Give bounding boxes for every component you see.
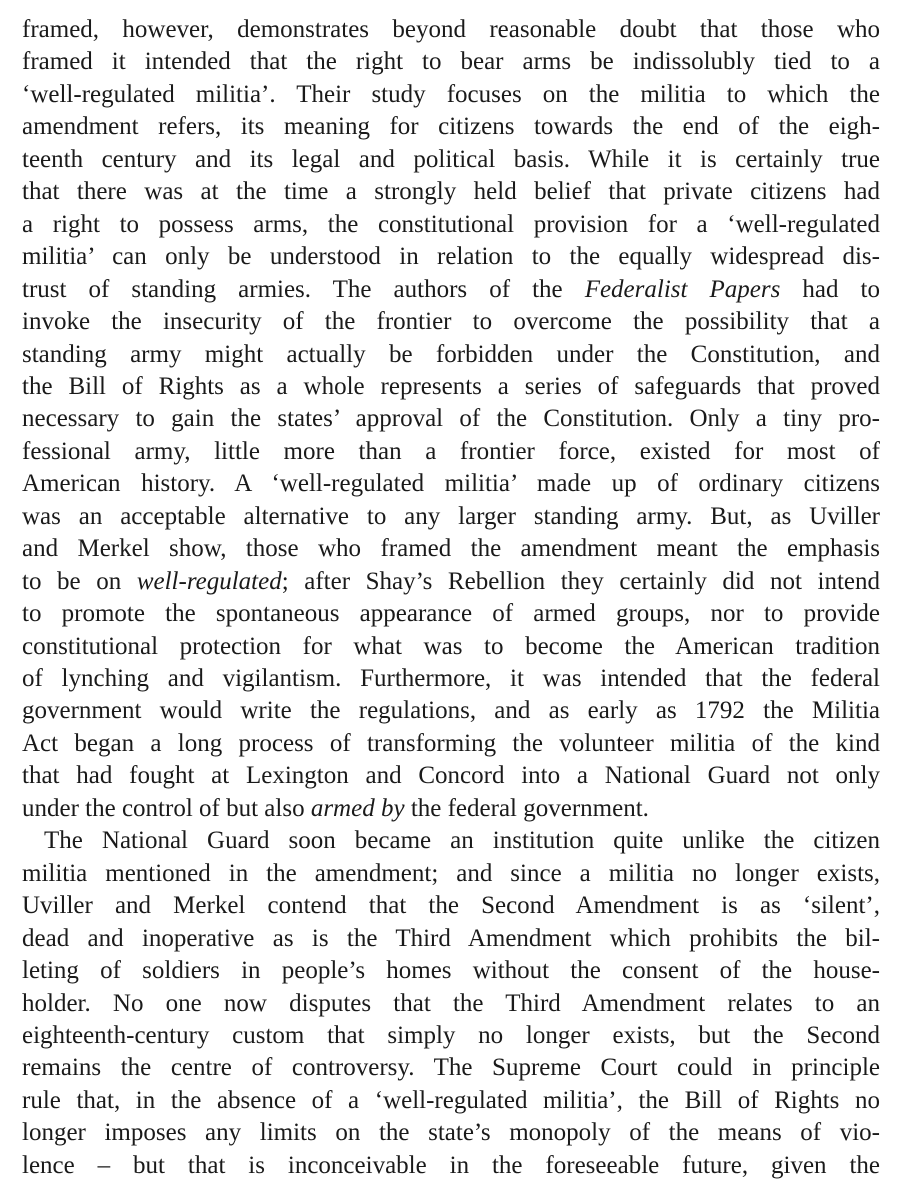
text-run: dead and inoperative as is the Third Amendment which prohibits the bil-	[22, 924, 880, 952]
text-line	[22, 339, 880, 371]
text-line	[22, 858, 880, 890]
text-line	[22, 760, 880, 792]
text-line	[22, 209, 880, 241]
text-run: longer imposes any limits on the state’s monopoly of the means of vio-	[22, 1119, 880, 1147]
text-run: leting of soldiers in people’s homes without the consent of the house-	[22, 957, 880, 985]
text-line	[22, 79, 880, 111]
text-run: government would write the regulations, and as early as 1792 the Militia	[22, 697, 880, 725]
text-run: under the control of but also	[22, 794, 311, 822]
text-run: Act began a long process of transforming the volunteer militia of the kind	[22, 729, 880, 757]
text-line	[22, 1085, 880, 1117]
text-line	[44, 825, 880, 857]
text-line	[22, 923, 880, 955]
text-run: that had fought at Lexington and Concord into a National Guard not only	[22, 762, 880, 790]
italic-text: well-regulated	[136, 567, 282, 595]
text-line	[22, 468, 880, 500]
text-line	[22, 695, 880, 727]
text-run: holder. No one now disputes that the Third Amendment relates to an	[22, 989, 880, 1017]
text-run: Uviller and Merkel contend that the Second Amendment is as ‘silent’,	[22, 892, 880, 920]
text-line	[22, 501, 880, 533]
text-run: a right to possess arms, the constitutional provision for a ‘well-regulated	[22, 210, 880, 238]
text-run: rule that, in the absence of a ‘well-regulated militia’, the Bill of Rights no	[22, 1086, 880, 1114]
text-run: of lynching and vigilantism. Furthermore, it was intended that the federal	[22, 665, 880, 692]
text-line	[22, 566, 880, 598]
text-line	[22, 306, 880, 338]
text-run: the Bill of Rights as a whole represents a series of safeguards that proved	[22, 372, 880, 400]
text-line	[22, 728, 880, 760]
text-line	[22, 436, 880, 468]
text-run: ‘well-regulated militia’. Their study focuses on the militia to which the	[22, 80, 880, 108]
text-run: militia mentioned in the amendment; and since a militia no longer exists,	[22, 859, 880, 887]
text-run: and Merkel show, those who framed the amendment meant the emphasis	[22, 535, 880, 563]
text-line	[22, 663, 880, 695]
text-line	[22, 371, 880, 403]
text-run: was an acceptable alternative to any larger standing army. But, as Uviller	[22, 502, 880, 530]
text-run: remains the centre of controversy. The Supreme Court could in principle	[22, 1054, 880, 1082]
text-run: to promote the spontaneous appearance of armed groups, nor to provide	[22, 600, 880, 628]
text-line	[22, 144, 880, 176]
italic-text: armed by	[310, 794, 405, 822]
text-run: constitutional protection for what was to become the American tradition	[22, 632, 880, 660]
text-run: teenth century and its legal and political basis. While it is certainly true	[22, 145, 880, 173]
text-run: eighteenth-century custom that simply no longer exists, but the Second	[22, 1021, 880, 1049]
text-line	[22, 533, 880, 565]
text-run: lence – but that is inconceivable in the foreseeable future, given the	[22, 1151, 880, 1179]
text-run: ; after Shay’s Rebellion they certainly did not intend	[281, 567, 880, 595]
text-line	[22, 241, 880, 273]
text-line	[22, 793, 880, 825]
text-run: trust of standing armies. The authors of the	[22, 275, 585, 303]
text-line	[22, 1052, 880, 1084]
text-line	[22, 403, 880, 435]
text-run: amendment refers, its meaning for citizens towards the end of the eigh-	[22, 113, 880, 141]
text-run: fessional army, little more than a frontier force, existed for most of	[22, 437, 880, 465]
text-run: necessary to gain the states’ approval of the Constitution. Only a tiny pro-	[22, 405, 880, 433]
text-line	[22, 14, 880, 46]
text-run: American history. A ‘well-regulated militia’ made up of ordinary citizens	[22, 470, 880, 498]
text-run: invoke the insecurity of the frontier to overcome the possibility that a	[22, 308, 880, 336]
text-run: framed, however, demonstrates beyond reasonable doubt that those who	[22, 16, 880, 43]
text-line	[22, 111, 880, 143]
text-line	[22, 176, 880, 208]
text-line	[22, 890, 880, 922]
text-line	[22, 598, 880, 630]
text-line	[22, 1150, 880, 1182]
text-line	[22, 1020, 880, 1052]
italic-text: Federalist Papers	[584, 275, 781, 303]
text-line	[22, 46, 880, 78]
text-run: the federal government.	[404, 794, 649, 822]
text-line	[22, 988, 880, 1020]
text-run: that there was at the time a strongly held belief that private citizens had	[22, 178, 880, 206]
text-run: militia’ can only be understood in relation to the equally widespread dis-	[22, 243, 880, 271]
text-run: standing army might actually be forbidden under the Constitution, and	[22, 340, 880, 368]
text-run: The National Guard soon became an institution quite unlike the citizen	[44, 827, 880, 855]
text-run: framed it intended that the right to bear arms be indissolubly tied to a	[22, 48, 880, 76]
text-line	[22, 631, 880, 663]
text-run: to be on	[22, 567, 137, 595]
text-line	[22, 1117, 880, 1149]
text-line	[22, 955, 880, 987]
text-line	[22, 274, 880, 306]
text-run: had to	[780, 275, 880, 303]
